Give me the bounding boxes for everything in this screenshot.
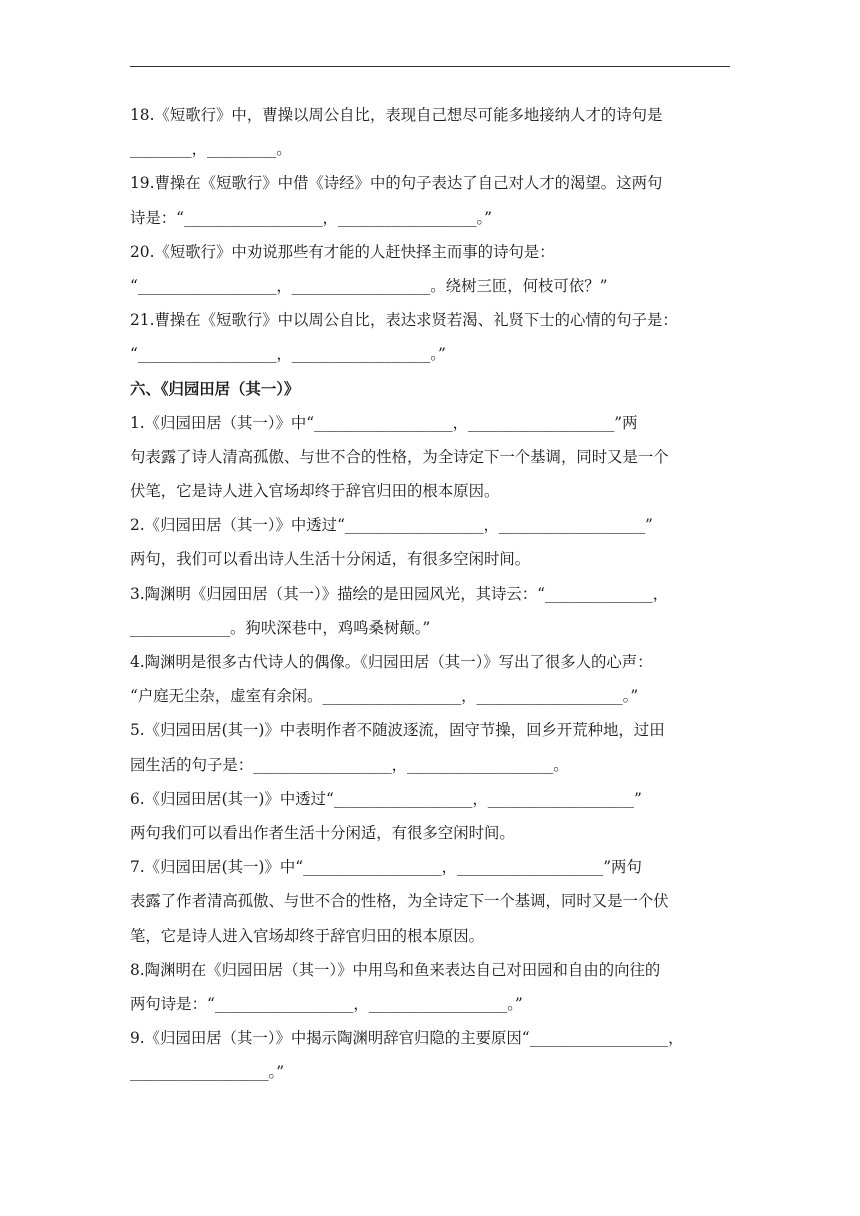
s6-q1-line-3: 伏笔，它是诗人进入官场却终于辞官归田的根本原因。 [130,482,500,501]
s6-q4-line-1: 4.陶渊明是很多古代诗人的偶像。《归园田居（其一）》写出了很多人的心声： [130,653,653,671]
q20-line-1: 20.《短歌行》中劝说那些有才能的人赶快择主而事的诗句是： [130,242,555,261]
s6-q2-line-1: 2.《归园田居（其一）》中透过“__________________，___________________” [130,516,653,535]
s6-q3-line-2: _____________。狗吠深巷中，鸡鸣桑树颠。” [130,618,431,637]
s6-q7-line-1: 7.《归园田居(其一)》中“__________________，___________________”两句 [130,858,642,877]
s6-q5-line-1: 5.《归园田居(其一)》中表明作者不随波逐流，固守节操，回乡开荒种地，过田 [130,721,665,740]
s6-q4-line-2: “户庭无尘杂，虚室有余闲。__________________，___________________。” [130,687,639,706]
q21-line-1: 21.曹操在《短歌行》中以周公自比，表达求贤若渴、礼贤下士的心情的句子是： [130,311,678,330]
s6-q5-line-2: 园生活的句子是：__________________，___________________。 [130,755,569,774]
s6-q8-line-1: 8.陶渊明在《归园田居（其一）》中用鸟和鱼来表达自己对田园和自由的向往的 [130,960,661,979]
s6-q1-line-1: 1.《归园田居（其一）》中“__________________，___________________”两 [130,413,638,432]
s6-q2-line-2: 两句，我们可以看出诗人生活十分闲适，有很多空闲时间。 [130,550,531,569]
q18-line-1: 18.《短歌行》中，曹操以周公自比，表现自己想尽可能多地接纳人才的诗句是 [130,106,663,124]
q18-line-2: ________，_________。 [130,140,292,159]
q21-line-2: “__________________，__________________。” [130,345,446,364]
q19-line-2: 诗是：“__________________，__________________。” [130,208,493,227]
section-title: 六、《归园田居（其一）》 [130,379,300,398]
q19-line-1: 19.曹操在《短歌行》中借《诗经》中的句子表达了自己对人才的渴望。这两句 [130,174,663,193]
s6-q6-line-1: 6.《归园田居(其一)》中透过“__________________，___________________” [130,789,642,808]
q20-line-2: “__________________，__________________。绕树三匝，何枝可依？” [130,276,608,295]
s6-q6-line-2: 两句我们可以看出作者生活十分闲适，有很多空闲时间。 [130,823,515,842]
document-body [130,98,730,1089]
s6-q7-line-3: 笔，它是诗人进入官场却终于辞官归田的根本原因。 [130,926,484,945]
s6-q1-line-2: 句表露了诗人清高孤傲、与世不合的性格，为全诗定下一个基调，同时又是一个 [130,447,669,466]
s6-q3-line-1: 3.陶渊明《归园田居（其一）》描绘的是田园风光，其诗云：“______________， [130,584,669,603]
s6-q8-line-2: 两句诗是：“__________________，__________________。” [130,994,523,1013]
s6-q9-line-1: 9.《归园田居（其一）》中揭示陶渊明辞官归隐的主要原因“__________________， [130,1029,684,1048]
header-rule [130,66,730,67]
s6-q9-line-2: __________________。” [130,1063,285,1082]
s6-q7-line-2: 表露了作者清高孤傲、与世不合的性格，为全诗定下一个基调，同时又是一个伏 [130,892,669,911]
